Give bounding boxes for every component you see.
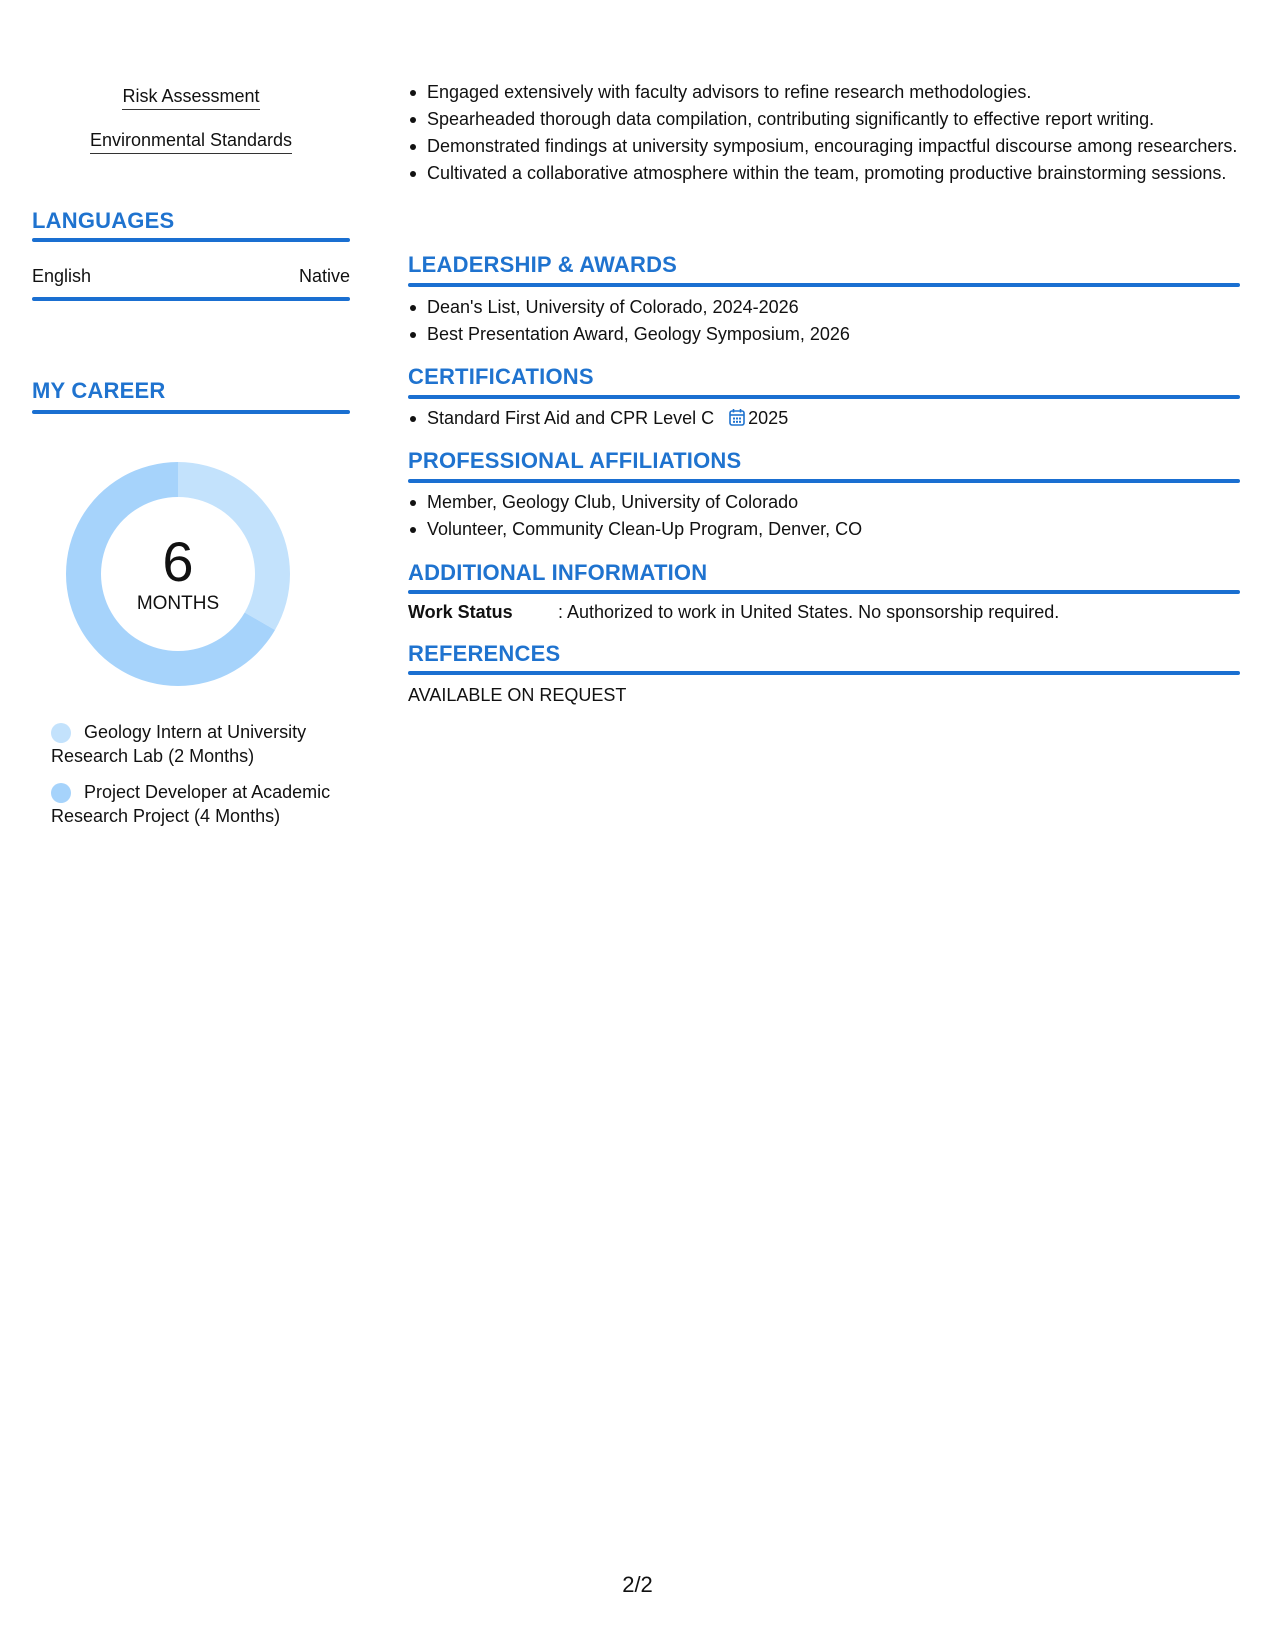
experience-bullets (408, 80, 1238, 188)
legend-item: Project Developer at Academic Research Project (4 Months) (51, 782, 331, 826)
awards-list (408, 295, 1238, 349)
list-item: Volunteer, Community Clean-Up Program, Denver, CO (408, 517, 1238, 541)
list-item: Engaged extensively with faculty advisors to refine research methodologies. (408, 80, 1238, 104)
list-item: Dean's List, University of Colorado, 2024-2026 (408, 295, 1238, 319)
section-rule (32, 410, 350, 414)
career-unit: MONTHS (136, 593, 220, 614)
certification-year: 2025 (748, 408, 789, 428)
languages-title: LANGUAGES (32, 208, 175, 233)
affiliations-title: PROFESSIONAL AFFILIATIONS (408, 448, 742, 473)
section-rule (32, 238, 350, 242)
section-rule (408, 671, 1240, 675)
references-title: REFERENCES (408, 641, 561, 666)
skill-item: Risk Assessment (32, 86, 350, 110)
calendar-icon (729, 408, 745, 432)
language-level: Native (298, 266, 350, 286)
career-legend (51, 720, 341, 840)
language-name: English (32, 266, 92, 286)
certifications-list (408, 406, 1238, 435)
career-title: MY CAREER (32, 378, 166, 403)
language-row (32, 266, 350, 287)
legend-dot (51, 723, 71, 743)
certifications-title: CERTIFICATIONS (408, 364, 594, 389)
list-item: Demonstrated findings at university symposium, encouraging impactful discourse among researchers. (408, 134, 1238, 158)
list-item (408, 406, 1238, 432)
donut-center (66, 462, 290, 686)
list-item: Cultivated a collaborative atmosphere within the team, promoting productive brainstorming sessions. (408, 161, 1238, 185)
career-donut-chart (66, 462, 290, 686)
work-status-value: : Authorized to work in United States. No sponsorship required. (558, 602, 1060, 622)
section-rule (408, 283, 1240, 287)
work-status-row (408, 602, 1238, 623)
additional-info-title: ADDITIONAL INFORMATION (408, 560, 708, 585)
skill-item: Environmental Standards (32, 130, 350, 154)
career-total: 6 (162, 530, 194, 593)
language-level-bar (32, 297, 350, 301)
section-rule (408, 590, 1240, 594)
page-number: 2/2 (622, 1572, 653, 1597)
list-item: Best Presentation Award, Geology Symposium, 2026 (408, 322, 1238, 346)
legend-dot (51, 783, 71, 803)
section-rule (408, 395, 1240, 399)
affiliations-list (408, 490, 1238, 544)
work-status-label: Work Status (408, 602, 513, 622)
section-rule (408, 479, 1240, 483)
certification-name: Standard First Aid and CPR Level C (427, 408, 715, 428)
legend-item: Geology Intern at University Research Lab (2 Months) (51, 722, 307, 766)
awards-title: LEADERSHIP & AWARDS (408, 252, 678, 277)
list-item: Spearheaded thorough data compilation, contributing significantly to effective report writing. (408, 107, 1238, 131)
references-text: AVAILABLE ON REQUEST (408, 685, 627, 705)
list-item: Member, Geology Club, University of Colorado (408, 490, 1238, 514)
